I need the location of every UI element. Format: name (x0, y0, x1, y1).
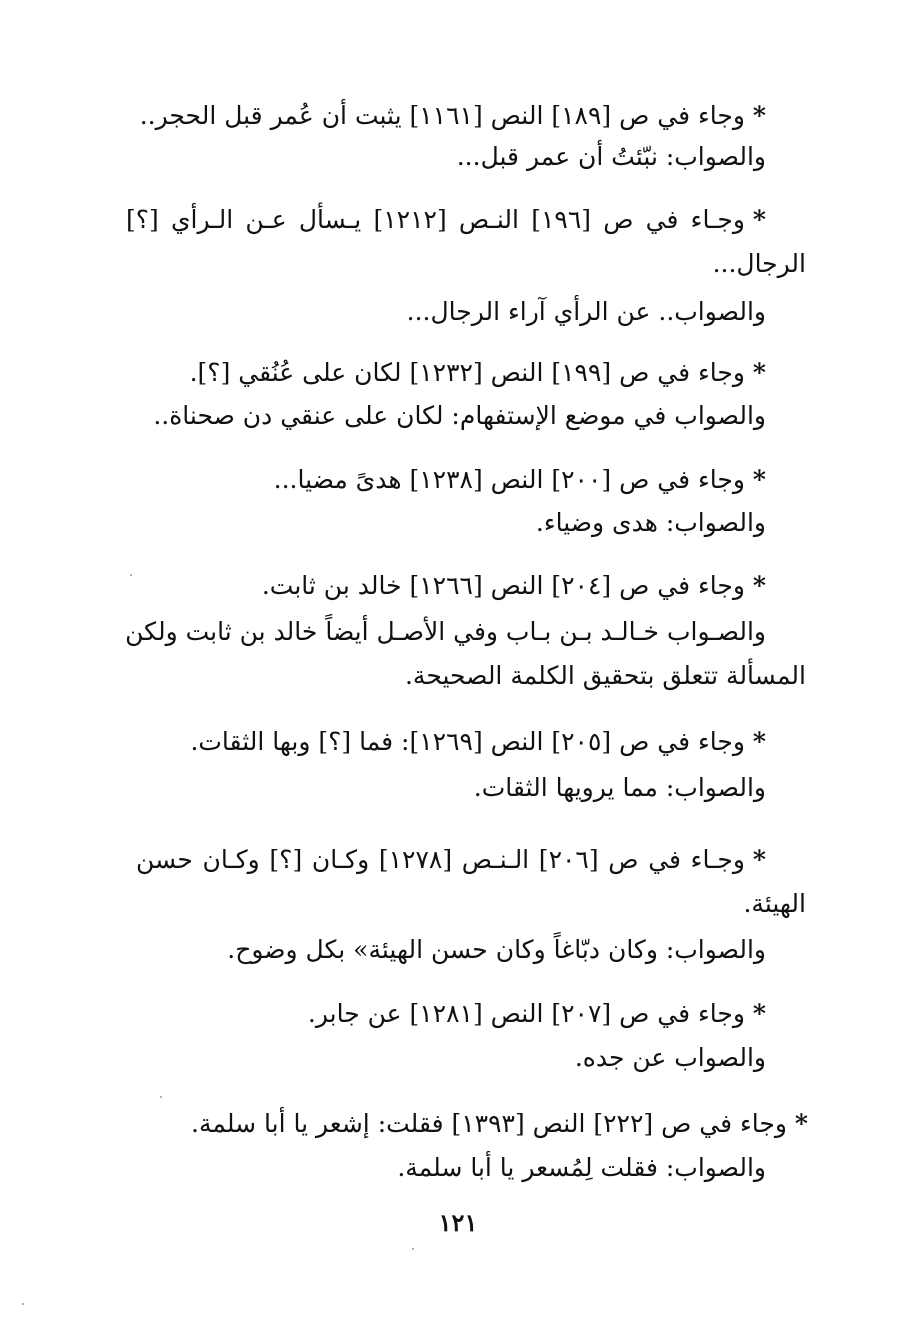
page-number: ١٢١ (438, 1208, 478, 1237)
correction-line: والصواب: هدى وضياء. (535, 508, 766, 537)
error-continuation: الهيئة. (743, 889, 806, 918)
star-bullet: * (752, 845, 766, 874)
error-continuation: الرجال... (712, 249, 806, 278)
error-text: وجاء في ص [٢٠٥] النص [١٢٦٩]: فما [؟] وبها الثقات. (190, 727, 745, 756)
correction-line: والصواب: مما يرويها الثقات. (473, 773, 766, 802)
error-line (190, 353, 766, 393)
error-line (190, 722, 766, 762)
correction-line: والصواب: نبّئتُ أن عمر قبل... (456, 142, 766, 171)
star-bullet: * (752, 999, 766, 1028)
star-bullet: * (752, 101, 766, 130)
error-text: وجاء في ص [٢٠٧] النص [١٢٨١] عن جابر. (307, 999, 745, 1028)
error-line (274, 460, 766, 500)
error-text: وجاء في ص [١٨٩] النص [١١٦١] يثبت أن عُمر قبل الحجر.. (139, 101, 745, 130)
correction-line: والصواب: وكان دبّاغاً وكان حسن الهيئة» بكل وضوح. (227, 935, 766, 964)
correction-line: والصواب: فقلت لِمُسعر يا أبا سلمة. (397, 1153, 766, 1182)
correction-line: والصـواب خـالـد بـن بـاب وفي الأصـل أيضاً خالد بن ثابت ولكن (125, 617, 766, 646)
correction-line: والصواب في موضع الإستفهام: لكان على عنقي دن صحناة.. (153, 401, 766, 430)
error-text: وجـاء في ص [١٩٦] النـص [١٢١٢] يـسأل عـن الـرأي [؟] (126, 205, 745, 234)
error-text: وجـاء في ص [٢٠٦] الـنـص [١٢٧٨] وكـان [؟] وكـان حسن (136, 845, 745, 874)
correction-line: المسألة تتعلق بتحقيق الكلمة الصحيحة. (404, 661, 806, 690)
error-line (262, 566, 766, 606)
scan-speck (412, 1248, 414, 1250)
correction-line: والصواب عن جده. (574, 1043, 766, 1072)
error-line (191, 1104, 808, 1144)
star-bullet: * (752, 571, 766, 600)
error-text: وجاء في ص [٢٠٠] النص [١٢٣٨] هدىً مضيا... (273, 465, 745, 494)
star-bullet: * (752, 205, 766, 234)
star-bullet: * (752, 465, 766, 494)
star-bullet: * (794, 1109, 808, 1138)
star-bullet: * (752, 358, 766, 387)
scan-speck (22, 1303, 24, 1305)
error-line (136, 840, 766, 880)
error-line (140, 96, 766, 136)
error-text: وجاء في ص [٢٠٤] النص [١٢٦٦] خالد بن ثابت. (261, 571, 745, 600)
error-text: وجاء في ص [١٩٩] النص [١٢٣٢] لكان على عُنُقي [؟]. (189, 358, 745, 387)
error-line (126, 200, 766, 240)
error-text: وجاء في ص [٢٢٢] النص [١٣٩٣] فقلت: إشعر يا أبا سلمة. (191, 1109, 787, 1138)
scan-speck (130, 574, 132, 576)
scan-speck (160, 1096, 162, 1098)
correction-line: والصواب.. عن الرأي آراء الرجال... (406, 297, 766, 326)
error-line (308, 994, 766, 1034)
star-bullet: * (752, 727, 766, 756)
